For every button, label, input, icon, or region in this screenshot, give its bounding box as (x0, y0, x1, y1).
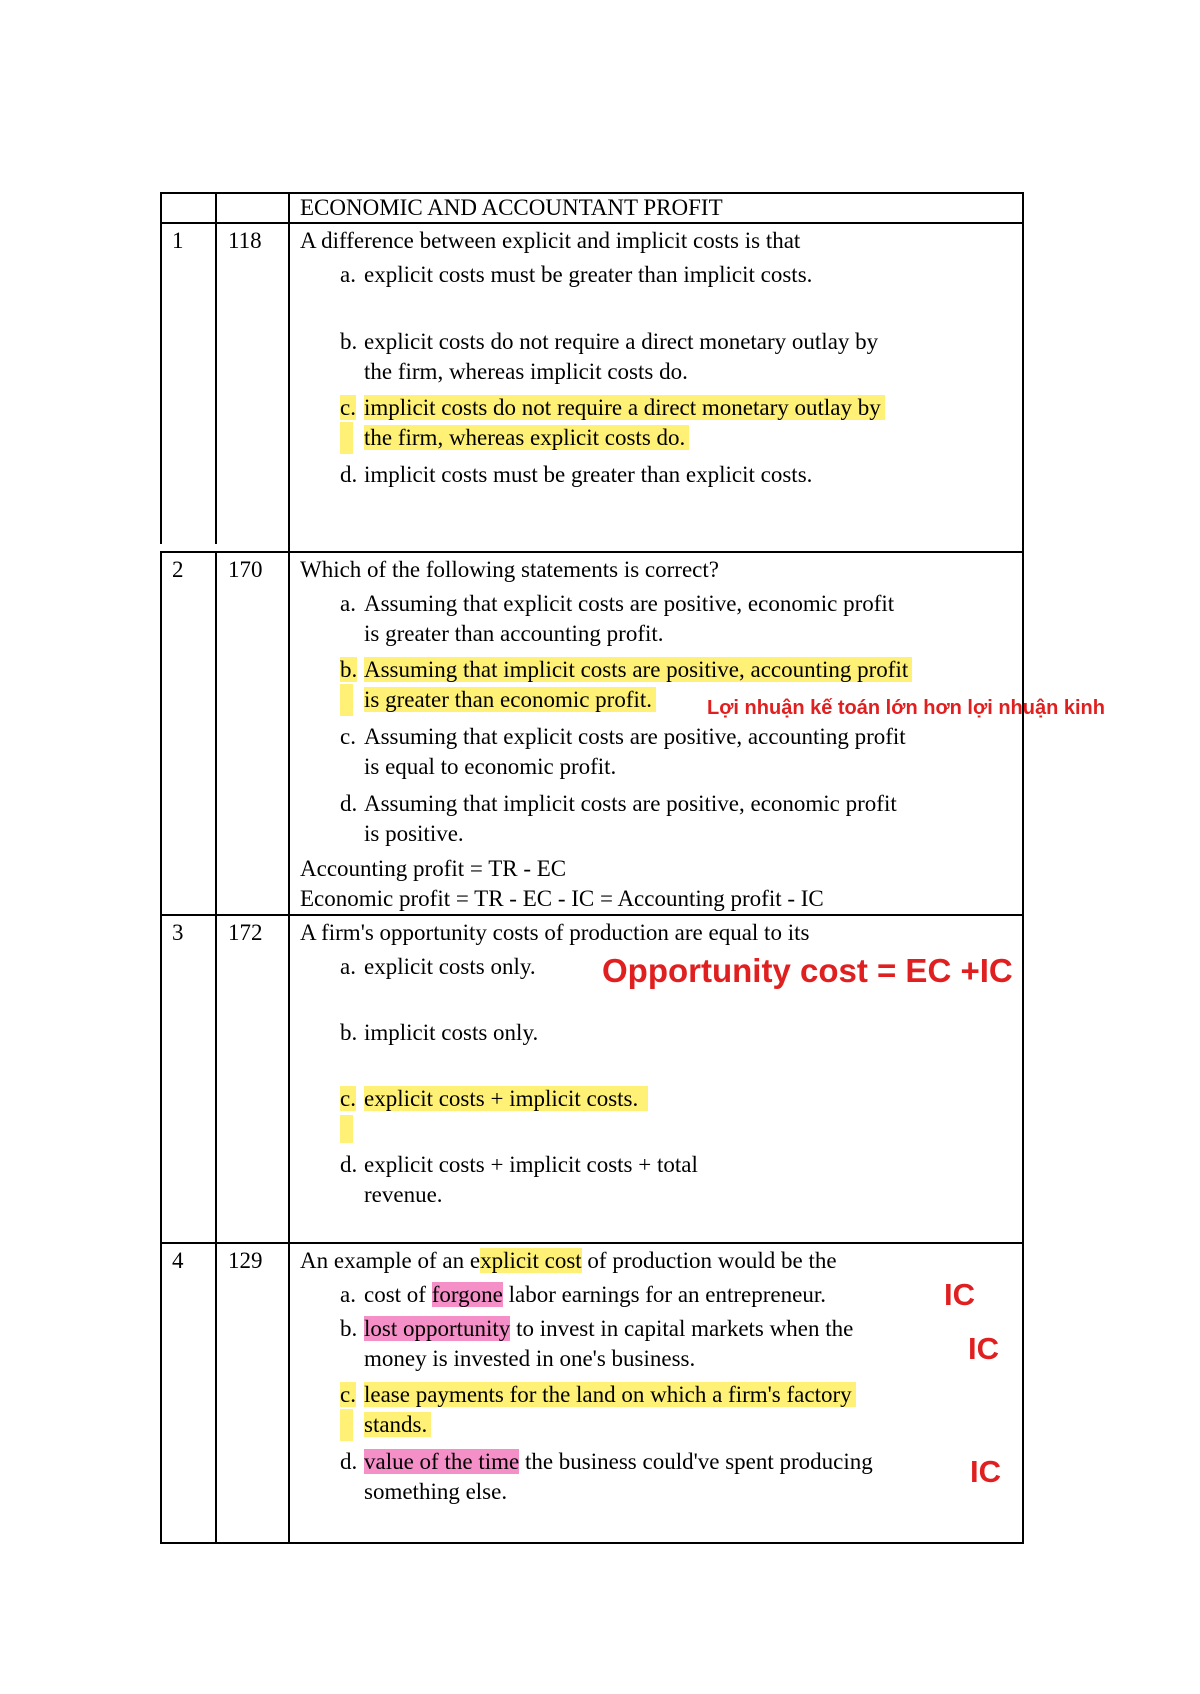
formula-economic-profit: Economic profit = TR - EC - IC = Accounting profit - IC (300, 886, 824, 911)
option-text: Assuming that implicit costs are positive, economic profit (364, 791, 897, 816)
table-divider-col (215, 551, 217, 1544)
table-divider-col (215, 192, 217, 544)
question-stem: A firm's opportunity costs of production are equal to its (300, 920, 810, 945)
annotation-q4d-ic: IC (970, 1454, 1001, 1489)
option-text-correct: stands. (364, 1411, 431, 1439)
option-text: revenue. (364, 1182, 443, 1207)
option-text: is positive. (364, 821, 464, 846)
answer-highlight (340, 1409, 353, 1441)
option-text: value of the time the business could've spent producing (364, 1449, 873, 1474)
table-divider-col (288, 192, 290, 1544)
option-text-correct: Assuming that implicit costs are positive, accounting profit (364, 656, 912, 684)
option-text: Assuming that explicit costs are positive, economic profit (364, 591, 895, 616)
option-letter: d. (340, 1152, 358, 1177)
option-text: is equal to economic profit. (364, 754, 617, 779)
option-text-correct: explicit costs + implicit costs. (364, 1085, 648, 1113)
option-text: implicit costs must be greater than explicit costs. (364, 462, 813, 487)
option-text-correct: lease payments for the land on which a firm's factory (364, 1381, 856, 1409)
option-text: Assuming that explicit costs are positive, accounting profit (364, 724, 906, 749)
option-letter: b. (340, 1020, 358, 1045)
option-letter-correct: c. (340, 1382, 356, 1407)
option-letter: b. (340, 329, 358, 354)
question-stem: An example of an explicit cost of production would be the (300, 1248, 837, 1273)
annotation-q3-formula: Opportunity cost = EC +IC (602, 952, 1013, 989)
question-number: 3 (172, 920, 184, 945)
table-border-right (1022, 192, 1024, 1544)
option-text-correct: is greater than economic profit. (364, 686, 656, 714)
option-text: explicit costs + implicit costs + total (364, 1152, 698, 1177)
option-text: cost of forgone labor earnings for an entrepreneur. (364, 1282, 826, 1307)
option-text-correct: implicit costs do not require a direct monetary outlay by (364, 394, 885, 422)
table-border-left (160, 551, 162, 1544)
annotation-q4a-ic: IC (944, 1277, 975, 1312)
option-text: explicit costs do not require a direct monetary outlay by (364, 329, 879, 354)
option-letter: a. (340, 1282, 356, 1307)
question-code: 129 (228, 1248, 263, 1273)
option-letter: c. (340, 724, 356, 749)
option-letter: a. (340, 591, 356, 616)
option-letter: a. (340, 954, 356, 979)
option-letter: d. (340, 791, 358, 816)
answer-highlight (340, 1115, 353, 1143)
option-text: is greater than accounting profit. (364, 621, 664, 646)
option-text: explicit costs must be greater than implicit costs. (364, 262, 813, 287)
option-text: money is invested in one's business. (364, 1346, 696, 1371)
answer-highlight (340, 422, 353, 454)
option-letter-correct: b. (340, 657, 358, 682)
question-code: 118 (228, 228, 262, 253)
option-text: something else. (364, 1479, 508, 1504)
option-text: implicit costs only. (364, 1020, 539, 1045)
question-code: 172 (228, 920, 263, 945)
question-code: 170 (228, 557, 263, 582)
option-text: lost opportunity to invest in capital markets when the (364, 1316, 854, 1341)
option-letter: d. (340, 1449, 358, 1474)
option-letter: d. (340, 462, 358, 487)
option-text: the firm, whereas implicit costs do. (364, 359, 688, 384)
option-text: explicit costs only. (364, 954, 536, 979)
option-letter-correct: c. (340, 1086, 356, 1111)
formula-accounting-profit: Accounting profit = TR - EC (300, 856, 567, 881)
option-letter: a. (340, 262, 356, 287)
option-letter: b. (340, 1316, 358, 1341)
table-border-left (160, 192, 162, 544)
option-text-correct: the firm, whereas explicit costs do. (364, 424, 689, 452)
table-title: ECONOMIC AND ACCOUNTANT PROFIT (300, 195, 723, 220)
option-letter-correct: c. (340, 395, 356, 420)
question-stem: Which of the following statements is correct? (300, 557, 719, 582)
annotation-q4b-ic: IC (968, 1331, 999, 1366)
question-stem: A difference between explicit and implicit costs is that (300, 228, 801, 253)
question-number: 2 (172, 557, 184, 582)
question-number: 1 (172, 228, 184, 253)
annotation-q2-note: Lợi nhuận kế toán lớn hơn lợi nhuận kinh (707, 697, 1105, 719)
answer-highlight (340, 684, 353, 716)
question-number: 4 (172, 1248, 184, 1273)
